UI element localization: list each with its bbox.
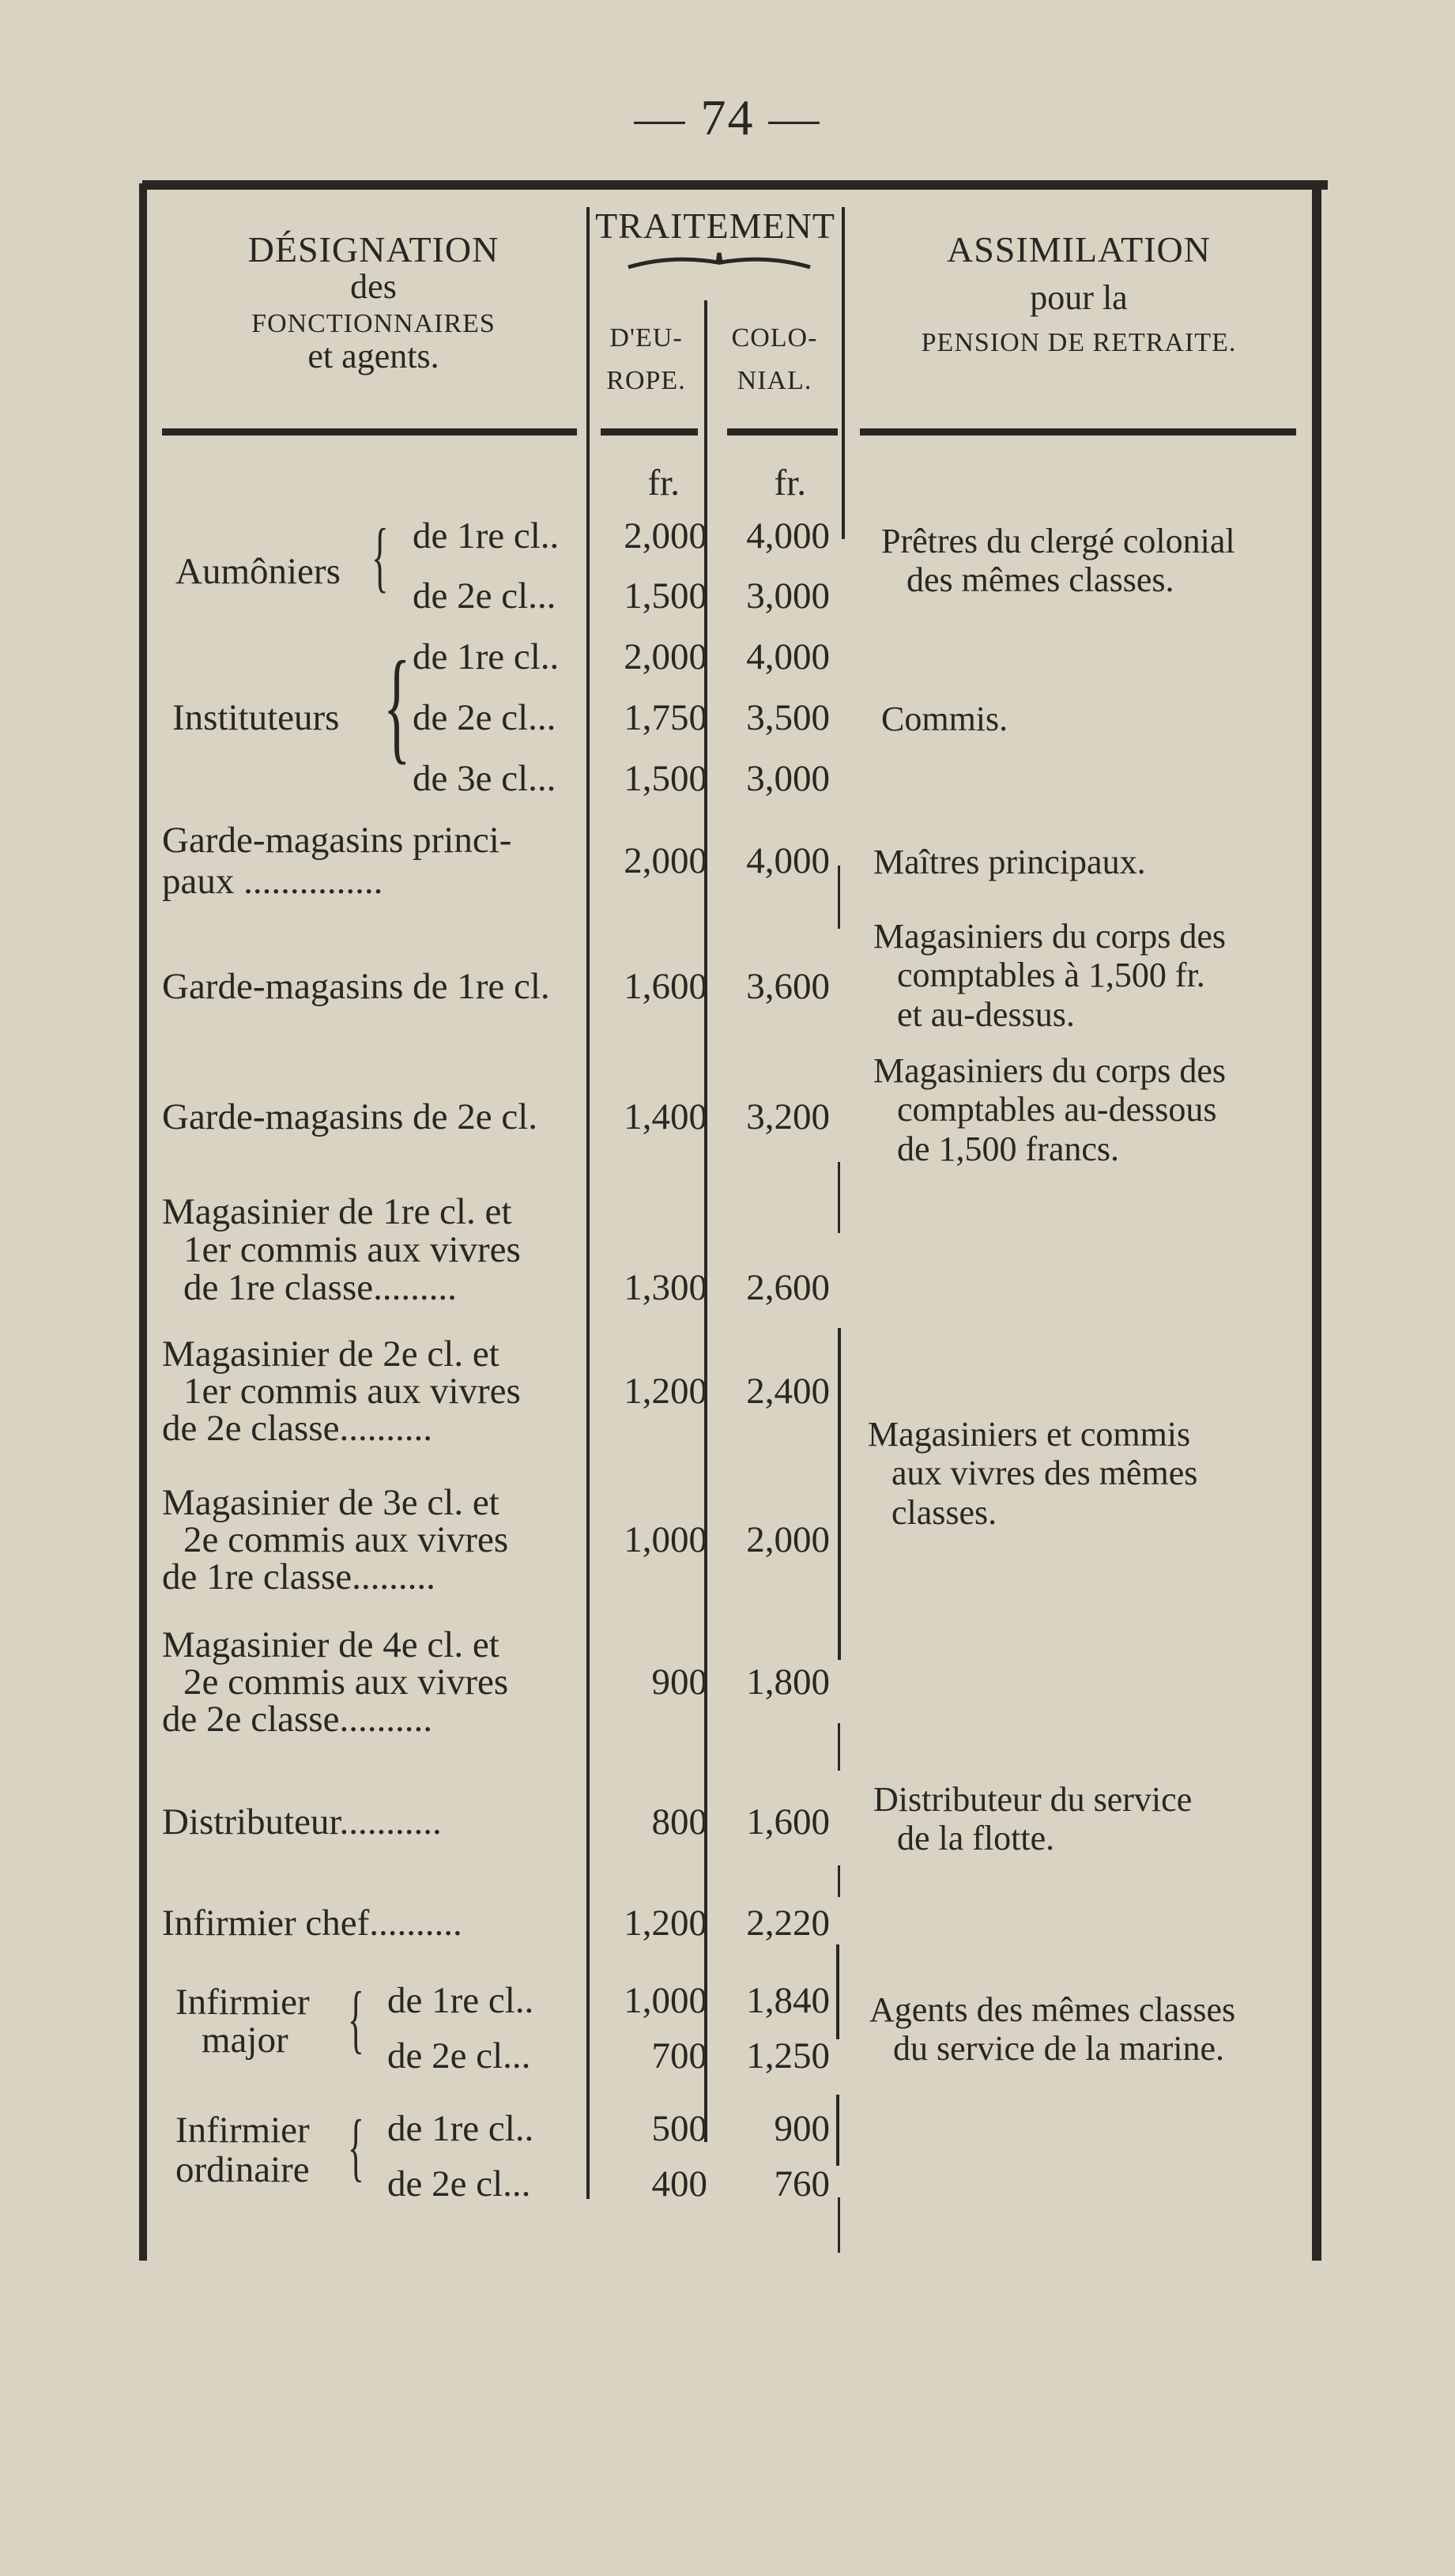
row-label: 1er commis aux vivres [183,1371,521,1412]
assimilation-line: aux vivres des mêmes [891,1454,1198,1493]
europe-value: 1,500 [624,758,707,799]
header-assimilation-pension: PENSION DE RETRAITE. [921,328,1237,358]
page-number: — 74 — [634,89,821,145]
row-label: major [202,2020,288,2061]
row-label: de 1re classe......... [162,1556,435,1597]
row-sublabel: de 1re cl.. [387,2108,534,2149]
colonial-value: 3,500 [746,697,830,738]
header-colonial [707,324,842,394]
europe-value: 800 [651,1801,707,1842]
assimilation-entry [869,1990,1235,2069]
europe-value: 500 [651,2108,707,2149]
colonial-value: 4,000 [746,840,830,881]
colonial-value: 2,400 [746,1371,830,1412]
europe-value: 900 [651,1661,707,1703]
colonial-value: 4,000 [746,515,830,556]
colonial-value: 3,000 [746,575,830,617]
header-rule-colonial [727,428,838,436]
colonial-bracket [838,1865,840,1897]
colonial-value: 3,000 [746,758,830,799]
header-rule-europe [601,428,698,436]
assimilation-line: comptables à 1,500 fr. [897,956,1205,995]
assimilation-line: Magasiniers du corps des [873,917,1227,956]
europe-value: 400 [651,2163,707,2204]
europe-value: 1,000 [624,1519,707,1560]
header-designation-des: des [350,267,397,307]
colonial-value: 1,250 [746,2035,830,2076]
brace: { [348,2104,364,2189]
assimilation-line: Commis. [881,700,1008,738]
row-label: 2e commis aux vivres [183,1519,509,1560]
row-label: 2e commis aux vivres [183,1661,509,1703]
colonial-bracket [836,1944,839,2039]
table-left-border [139,183,147,2261]
colonial-value: 760 [774,2163,830,2204]
colonial-value: 900 [774,2108,830,2149]
assimilation-line: et au-dessus. [897,994,1075,1034]
row-label: Magasinier de 1re cl. et [162,1191,512,1232]
row-label-instituteurs: Instituteurs [172,697,340,738]
europe-value: 1,400 [624,1096,707,1137]
row-sublabel: de 1re cl.. [413,515,560,556]
colonial-value: 3,200 [746,1096,830,1137]
row-sublabel: de 2e cl... [413,697,556,738]
header-assimilation [850,231,1308,357]
row-label: Distributeur........... [162,1801,442,1842]
brace: { [383,635,411,775]
assimilation-line: Magasiniers et commis [868,1415,1191,1454]
row-label: Magasinier de 4e cl. et [162,1624,499,1665]
row-sublabel: de 2e cl... [387,2035,531,2076]
header-assimilation-pour-la: pour la [1030,278,1128,318]
europe-value: 1,000 [624,1980,707,2021]
row-label: ordinaire [175,2149,310,2190]
header-europe [589,324,703,394]
traitement-brace [624,251,814,275]
assimilation-entry [873,1780,1192,1858]
header-traitement [589,207,842,245]
table-top-rule [142,180,1328,190]
header-europe-line1: D'EU- [609,323,683,353]
row-label: paux ............... [162,861,383,902]
brace: { [348,1976,364,2061]
row-label: de 2e classe.......... [162,1408,432,1449]
colonial-value: 1,600 [746,1801,830,1842]
europe-value: 1,500 [624,575,707,617]
colonial-value: 2,000 [746,1519,830,1560]
row-label: Infirmier [175,1982,310,2023]
assimilation-entry [873,917,1226,1034]
colonial-bracket [836,2095,839,2166]
assimilation-line: classes. [891,1492,997,1532]
header-designation [158,231,589,375]
unit-colonial: fr. [774,462,806,504]
assimilation-line: de la flotte. [897,1819,1055,1858]
assimilation-line: Distributeur du service [873,1780,1193,1819]
colonial-value: 4,000 [746,636,830,677]
row-sublabel: de 2e cl... [387,2163,531,2204]
row-sublabel: de 1re cl.. [413,636,560,677]
header-rule-assimilation [860,428,1296,436]
header-colonial-line2: NIAL. [737,365,812,395]
assimilation-entry [873,1051,1226,1168]
assimilation-line: du service de la marine. [893,2029,1225,2069]
assimilation-entry [881,522,1235,600]
assimilation-entry [873,843,1146,881]
row-label: Infirmier [175,2110,310,2151]
header-assimilation-title: ASSIMILATION [947,229,1211,270]
header-colonial-line1: COLO- [731,323,818,353]
europe-value: 1,200 [624,1371,707,1412]
table-right-border [1312,183,1321,2261]
header-designation-fonctionnaires: FONCTIONNAIRES [251,309,496,339]
row-label: Garde-magasins princi- [162,820,512,861]
column-divider-colonial [842,207,845,539]
assimilation-line: des mêmes classes. [907,560,1174,600]
row-label: Infirmier chef.......... [162,1903,462,1944]
row-sublabel: de 3e cl... [413,758,556,799]
assimilation-line: de 1,500 francs. [897,1129,1120,1168]
colonial-value: 2,220 [746,1903,830,1944]
row-sublabel: de 1re cl.. [387,1980,534,2021]
header-designation-agents: et agents. [307,337,439,376]
colonial-value: 1,800 [746,1661,830,1703]
assimilation-line: Magasiniers du corps des [873,1051,1227,1090]
colonial-bracket [838,1328,841,1660]
colonial-value: 2,600 [746,1267,830,1308]
column-divider-designation [586,207,590,2199]
colonial-bracket [838,866,840,929]
row-label: Garde-magasins de 1re cl. [162,966,550,1007]
row-label-aumoniers: Aumôniers [175,551,341,592]
colonial-value: 1,840 [746,1980,830,2021]
colonial-bracket [838,1723,840,1771]
row-label: Garde-magasins de 2e cl. [162,1096,538,1137]
europe-value: 1,600 [624,966,707,1007]
header-rule-designation [162,428,577,436]
colonial-value: 3,600 [746,966,830,1007]
header-traitement-title: TRAITEMENT [595,206,835,246]
row-label: Magasinier de 3e cl. et [162,1482,499,1523]
colonial-bracket [838,2197,840,2253]
europe-value: 2,000 [624,515,707,556]
europe-value: 1,750 [624,697,707,738]
row-label: de 1re classe......... [183,1267,457,1308]
europe-value: 700 [651,2035,707,2076]
row-label: Magasinier de 2e cl. et [162,1333,499,1375]
assimilation-entry [868,1415,1197,1532]
header-designation-title: DÉSIGNATION [247,229,499,270]
row-sublabel: de 2e cl... [413,575,556,617]
assimilation-entry [881,700,1008,738]
assimilation-line: Maîtres principaux. [873,843,1146,881]
row-label: 1er commis aux vivres [183,1229,521,1270]
header-europe-line2: ROPE. [606,365,686,395]
assimilation-line: comptables au-dessous [897,1090,1217,1130]
unit-europe: fr. [647,462,680,504]
europe-value: 1,300 [624,1267,707,1308]
assimilation-line: Agents des mêmes classes [869,1990,1236,2029]
row-label: de 2e classe.......... [162,1699,432,1740]
europe-value: 1,200 [624,1903,707,1944]
brace: { [371,512,389,600]
europe-value: 2,000 [624,636,707,677]
colonial-bracket [838,1162,840,1233]
europe-value: 2,000 [624,840,707,881]
assimilation-line: Prêtres du clergé colonial [881,522,1235,560]
